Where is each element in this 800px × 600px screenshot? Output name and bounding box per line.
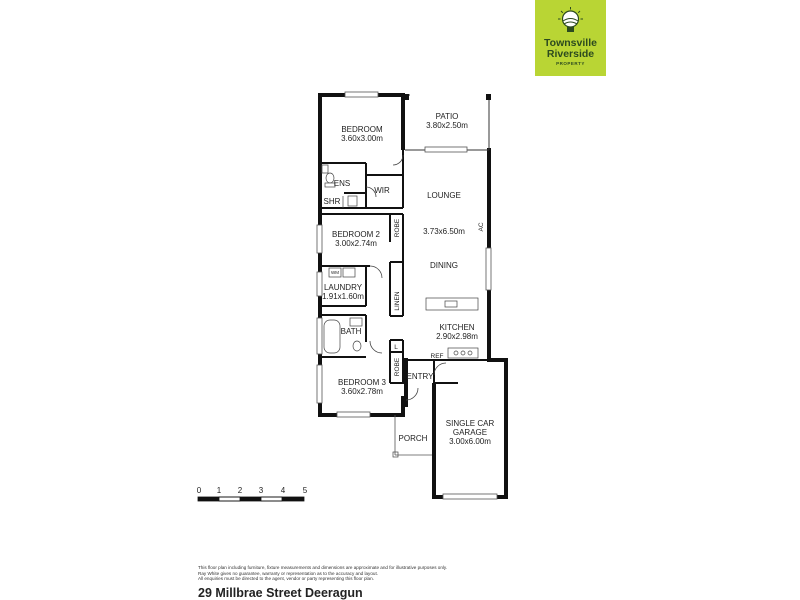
scale-tick-2: 2 [237, 486, 243, 495]
scale-tick-4: 4 [280, 486, 286, 495]
room-bedroom-3-label: BEDROOM 3 [337, 378, 387, 387]
scale-tick-3: 3 [258, 486, 264, 495]
scale-tick-5: 5 [302, 486, 308, 495]
wm-label: WM [331, 270, 339, 275]
disclaimer [198, 565, 488, 582]
scale-tick-1: 1 [216, 486, 222, 495]
room-ens-label: ENS [333, 179, 351, 188]
room-porch-label: PORCH [398, 434, 428, 443]
room-dining-label: DINING [430, 261, 458, 270]
room-bedroom-2-size: 3.00x2.74m [335, 239, 377, 248]
room-bedroom-2-label: BEDROOM 2 [331, 230, 381, 239]
room-kitchen-size: 2.90x2.98m [436, 332, 478, 341]
room-garage-label-1: SINGLE CAR [445, 419, 495, 428]
linen-label: LINEN [394, 291, 401, 311]
room-laundry-label: LAUNDRY [323, 283, 363, 292]
ac-label: AC [478, 222, 485, 232]
scale-tick-0: 0 [196, 486, 202, 495]
room-bedroom-3-size: 3.60x2.78m [341, 387, 383, 396]
room-wir-label: WIR [374, 186, 390, 195]
room-entry-label: ENTRY [406, 372, 434, 381]
room-garage-size: 3.00x6.00m [449, 437, 491, 446]
room-bedroom-1-size: 3.60x3.00m [341, 134, 383, 143]
room-lounge-size: 3.73x6.50m [423, 227, 465, 236]
room-bedroom-1-label: BEDROOM [341, 125, 383, 134]
room-shr-label: SHR [323, 197, 341, 206]
disclaimer-line-3: All enquiries must be directed to the agent, vendor or party representing this floor plan. [198, 576, 374, 582]
disclaimer-line-1: This floor plan including furniture, fixture measurements and dimensions are approximate and for illustrative purposes only. [198, 565, 448, 570]
room-garage-label-2: GARAGE [452, 428, 488, 437]
logo-line-2: Riverside [546, 48, 595, 60]
patio-posts [403, 94, 491, 100]
robe-2-label: ROBE [394, 357, 401, 377]
property-address: 29 Millbrae Street Deeragun [198, 586, 363, 600]
scale-bar [197, 486, 308, 501]
room-laundry-size: 1.91x1.60m [322, 292, 364, 301]
logo-line-1: Townsville [544, 37, 597, 49]
room-patio-size: 3.80x2.50m [426, 121, 468, 130]
room-lounge-label: LOUNGE [427, 191, 461, 200]
room-bath-label: BATH [340, 327, 362, 336]
room-kitchen-label: KITCHEN [439, 323, 475, 332]
robe-1-label: ROBE [394, 218, 401, 238]
ref-label: REF [430, 353, 444, 360]
l-label: L [394, 344, 398, 351]
room-patio-label: PATIO [435, 112, 459, 121]
logo-line-3: PROPERTY [556, 61, 585, 66]
disclaimer-line-2: Ray White gives no guarantee, warranty or representation as to the accuracy and layout. [198, 570, 379, 576]
